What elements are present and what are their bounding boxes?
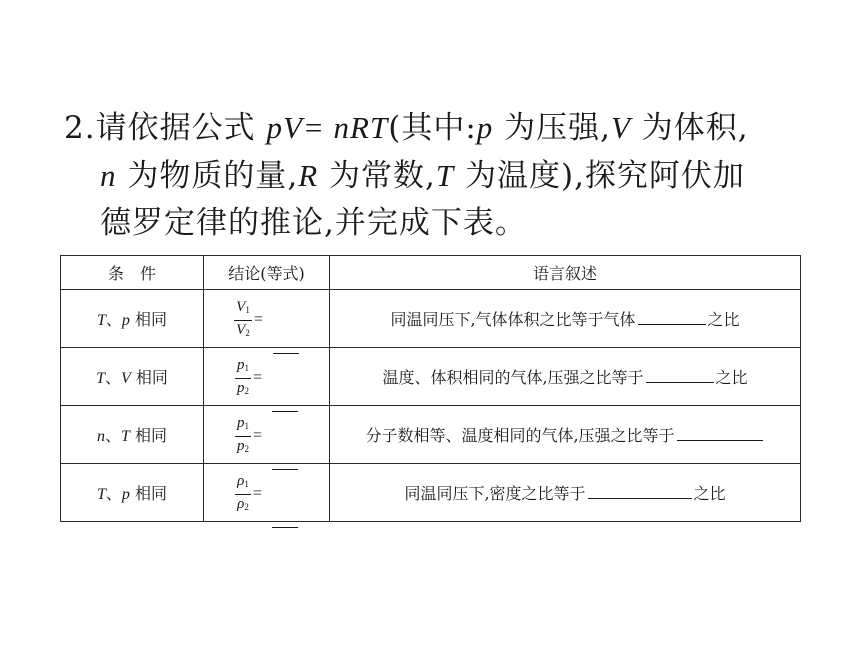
- description-text: 同温同压下,密度之比等于: [404, 484, 586, 503]
- ratio-fraction: [235, 415, 251, 458]
- equals-sign: =: [252, 485, 262, 502]
- ratio-equation: [235, 415, 298, 458]
- denominator: ρ: [237, 495, 245, 512]
- ratio-equation: [235, 473, 298, 516]
- fill-in-blank[interactable]: [646, 368, 714, 383]
- question-number: 2.: [64, 110, 96, 146]
- question-text-segment: 请依据公式: [95, 110, 267, 146]
- ratio-equation: [235, 357, 298, 400]
- fraction-bar: [235, 436, 251, 437]
- symbol-R: R: [298, 158, 319, 193]
- symbol-p: p: [476, 110, 494, 145]
- condition-cell: [61, 406, 204, 464]
- numerator: V: [236, 298, 246, 315]
- denominator-subscript: 2: [244, 385, 249, 396]
- condition-separator: 、: [104, 426, 121, 445]
- description-cell: [330, 290, 801, 348]
- question-line-3: 德罗定律的推论,并完成下表。: [100, 205, 527, 241]
- fraction-bar: [235, 494, 251, 495]
- condition-symbol: T: [96, 312, 106, 329]
- conclusion-cell: [204, 406, 330, 464]
- table-row: [61, 464, 801, 522]
- condition-cell: [61, 290, 204, 348]
- condition-symbol: V: [121, 370, 131, 387]
- condition-text: 相同: [129, 426, 167, 445]
- condition-separator: 、: [105, 368, 122, 387]
- denominator: p: [236, 437, 245, 454]
- description-suffix: 之比: [715, 368, 748, 387]
- numerator: p: [236, 414, 245, 431]
- condition-symbol: n: [96, 428, 105, 445]
- table-row: [61, 290, 801, 348]
- ratio-equation: [234, 299, 299, 342]
- equals-sign: =: [253, 311, 263, 328]
- header-description: 语言叙述: [330, 256, 801, 290]
- conclusion-cell: [204, 464, 330, 522]
- condition-text: 相同: [129, 310, 167, 329]
- description-cell: [330, 464, 801, 522]
- description-suffix: 之比: [693, 484, 726, 503]
- question-text-segment: 为体积,: [630, 110, 749, 146]
- numerator: p: [236, 356, 245, 373]
- condition-symbol: p: [121, 312, 130, 329]
- question-text-segment: 为压强,: [493, 110, 611, 146]
- symbol-V: V: [611, 110, 631, 145]
- ratio-fraction: [235, 473, 251, 516]
- numerator: ρ: [237, 472, 245, 489]
- numerator-subscript: 1: [244, 362, 249, 373]
- answer-blank[interactable]: [272, 411, 298, 412]
- denominator-subscript: 2: [244, 443, 249, 454]
- fill-in-blank[interactable]: [588, 484, 692, 499]
- condition-separator: 、: [105, 310, 122, 329]
- ratio-fraction: [235, 357, 251, 400]
- condition-symbol: T: [96, 486, 106, 503]
- condition-text: 相同: [129, 484, 167, 503]
- description-cell: [330, 348, 801, 406]
- question-text-segment: 为物质的量,: [116, 158, 299, 194]
- symbol-n: n: [100, 158, 117, 193]
- question-text-segment: 为温度),探究阿伏加: [454, 158, 745, 194]
- table-row: [61, 406, 801, 464]
- numerator-subscript: 1: [244, 478, 249, 489]
- ratio-fraction: [234, 299, 252, 342]
- answer-blank[interactable]: [272, 469, 298, 470]
- description-text: 同温同压下,气体体积之比等于气体: [390, 310, 636, 329]
- fraction-bar: [234, 320, 252, 321]
- numerator-subscript: 1: [244, 420, 249, 431]
- conclusion-cell: [204, 348, 330, 406]
- denominator: V: [236, 321, 246, 338]
- numerator-subscript: 1: [245, 304, 250, 315]
- header-condition: 条 件: [61, 256, 204, 290]
- condition-cell: [61, 464, 204, 522]
- question-line-2: [64, 152, 804, 200]
- ideal-gas-formula: pV= nRT: [266, 110, 389, 145]
- fraction-bar: [235, 378, 251, 379]
- table-header-row: [61, 256, 801, 290]
- answer-blank[interactable]: [272, 527, 298, 528]
- description-text: 温度、体积相同的气体,压强之比等于: [382, 368, 644, 387]
- fill-in-blank[interactable]: [638, 310, 706, 325]
- condition-cell: [61, 348, 204, 406]
- condition-text: 相同: [130, 368, 168, 387]
- fill-in-blank[interactable]: [677, 426, 763, 441]
- description-cell: [330, 406, 801, 464]
- question-text: [64, 104, 804, 247]
- question-line-1: [64, 104, 804, 152]
- equals-sign: =: [252, 427, 263, 444]
- header-conclusion: 结论(等式): [204, 256, 330, 290]
- answer-blank[interactable]: [273, 353, 299, 354]
- equals-sign: =: [252, 369, 263, 386]
- description-text: 分子数相等、温度相同的气体,压强之比等于: [365, 426, 675, 445]
- condition-symbol: T: [96, 370, 105, 387]
- denominator-subscript: 2: [244, 501, 249, 512]
- question-text-segment: 为常数,: [318, 158, 436, 194]
- condition-symbol: T: [121, 428, 130, 445]
- question-text-segment: (其中:: [388, 110, 477, 146]
- avogadro-inference-table: [60, 255, 801, 522]
- table-row: [61, 348, 801, 406]
- denominator: p: [236, 379, 245, 396]
- condition-separator: 、: [105, 484, 122, 503]
- description-suffix: 之比: [707, 310, 740, 329]
- conclusion-cell: [204, 290, 330, 348]
- condition-symbol: p: [121, 486, 130, 503]
- symbol-T: T: [435, 158, 455, 193]
- denominator-subscript: 2: [245, 327, 250, 338]
